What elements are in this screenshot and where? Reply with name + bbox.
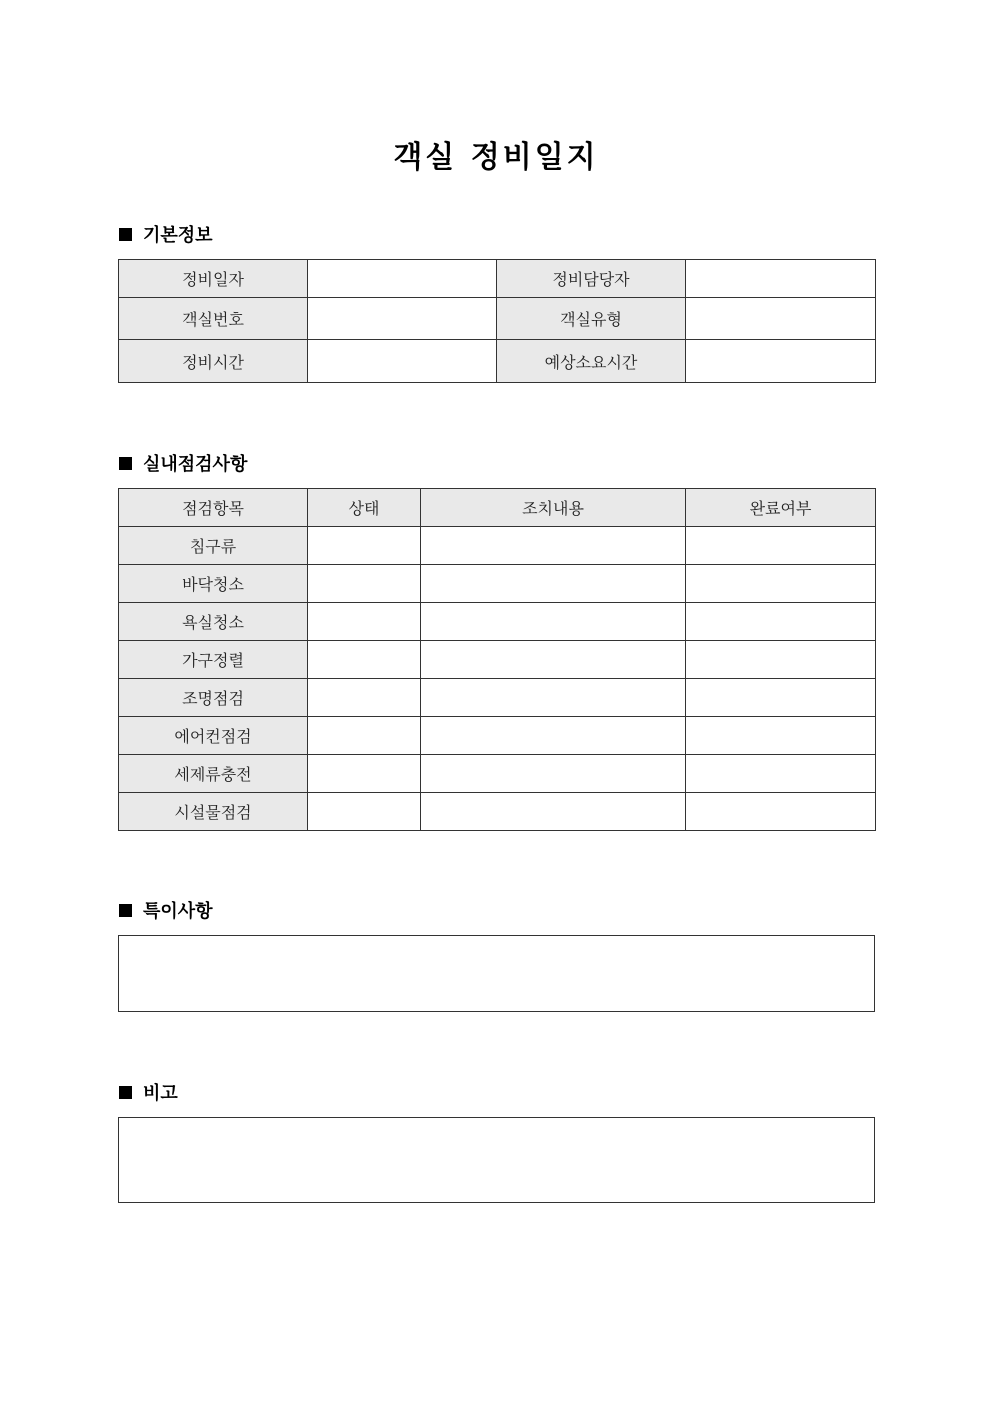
maintenance-time-field[interactable] xyxy=(308,340,497,383)
inspection-heading xyxy=(119,451,247,475)
inspection-heading-label: 실내점검사항 xyxy=(143,454,248,475)
basic-info-row xyxy=(119,260,876,298)
square-bullet-icon xyxy=(119,457,132,470)
basic-info-row xyxy=(119,340,876,383)
inspection-header-row xyxy=(119,489,876,527)
status-cell[interactable] xyxy=(308,679,421,717)
table-row xyxy=(119,755,876,793)
maintenance-time-label: 정비시간 xyxy=(119,340,308,383)
action-cell[interactable] xyxy=(421,717,686,755)
estimated-duration-label: 예상소요시간 xyxy=(497,340,686,383)
special-notes-heading xyxy=(119,898,213,922)
inspection-item-label: 시설물점검 xyxy=(119,793,308,831)
action-cell[interactable] xyxy=(421,679,686,717)
done-cell[interactable] xyxy=(686,755,876,793)
table-row xyxy=(119,603,876,641)
status-cell[interactable] xyxy=(308,717,421,755)
maintenance-date-label: 정비일자 xyxy=(119,260,308,298)
inspection-item-label: 조명점검 xyxy=(119,679,308,717)
inspection-item-label: 세제류충전 xyxy=(119,755,308,793)
status-cell[interactable] xyxy=(308,527,421,565)
table-row xyxy=(119,641,876,679)
action-cell[interactable] xyxy=(421,793,686,831)
table-row xyxy=(119,717,876,755)
action-cell[interactable] xyxy=(421,565,686,603)
table-row xyxy=(119,565,876,603)
table-row xyxy=(119,527,876,565)
action-cell[interactable] xyxy=(421,527,686,565)
column-header-item: 점검항목 xyxy=(119,489,308,527)
remarks-heading xyxy=(119,1080,178,1104)
inspection-item-label: 바닥청소 xyxy=(119,565,308,603)
basic-info-table xyxy=(118,259,876,383)
done-cell[interactable] xyxy=(686,793,876,831)
done-cell[interactable] xyxy=(686,641,876,679)
square-bullet-icon xyxy=(119,904,132,917)
inspection-table xyxy=(118,488,876,831)
maintenance-date-field[interactable] xyxy=(308,260,497,298)
table-row xyxy=(119,679,876,717)
status-cell[interactable] xyxy=(308,755,421,793)
document-title: 객실 정비일지 xyxy=(393,140,599,175)
done-cell[interactable] xyxy=(686,717,876,755)
action-cell[interactable] xyxy=(421,641,686,679)
done-cell[interactable] xyxy=(686,565,876,603)
remarks-heading-label: 비고 xyxy=(143,1083,178,1104)
status-cell[interactable] xyxy=(308,565,421,603)
estimated-duration-field[interactable] xyxy=(686,340,876,383)
basic-info-heading xyxy=(119,222,213,246)
room-type-label: 객실유형 xyxy=(497,298,686,340)
done-cell[interactable] xyxy=(686,679,876,717)
status-cell[interactable] xyxy=(308,603,421,641)
inspection-item-label: 에어컨점검 xyxy=(119,717,308,755)
action-cell[interactable] xyxy=(421,755,686,793)
table-row xyxy=(119,793,876,831)
special-notes-box[interactable] xyxy=(118,935,875,1012)
room-type-field[interactable] xyxy=(686,298,876,340)
inspection-item-label: 가구정렬 xyxy=(119,641,308,679)
square-bullet-icon xyxy=(119,228,132,241)
done-cell[interactable] xyxy=(686,603,876,641)
room-number-label: 객실번호 xyxy=(119,298,308,340)
room-number-field[interactable] xyxy=(308,298,497,340)
inspection-item-label: 욕실청소 xyxy=(119,603,308,641)
column-header-done: 완료여부 xyxy=(686,489,876,527)
maintenance-staff-label: 정비담당자 xyxy=(497,260,686,298)
status-cell[interactable] xyxy=(308,793,421,831)
special-notes-heading-label: 특이사항 xyxy=(143,901,213,922)
action-cell[interactable] xyxy=(421,603,686,641)
basic-info-row xyxy=(119,298,876,340)
square-bullet-icon xyxy=(119,1086,132,1099)
column-header-status: 상태 xyxy=(308,489,421,527)
maintenance-staff-field[interactable] xyxy=(686,260,876,298)
inspection-item-label: 침구류 xyxy=(119,527,308,565)
done-cell[interactable] xyxy=(686,527,876,565)
status-cell[interactable] xyxy=(308,641,421,679)
remarks-box[interactable] xyxy=(118,1117,875,1203)
column-header-action: 조치내용 xyxy=(421,489,686,527)
basic-info-heading-label: 기본정보 xyxy=(143,225,213,246)
